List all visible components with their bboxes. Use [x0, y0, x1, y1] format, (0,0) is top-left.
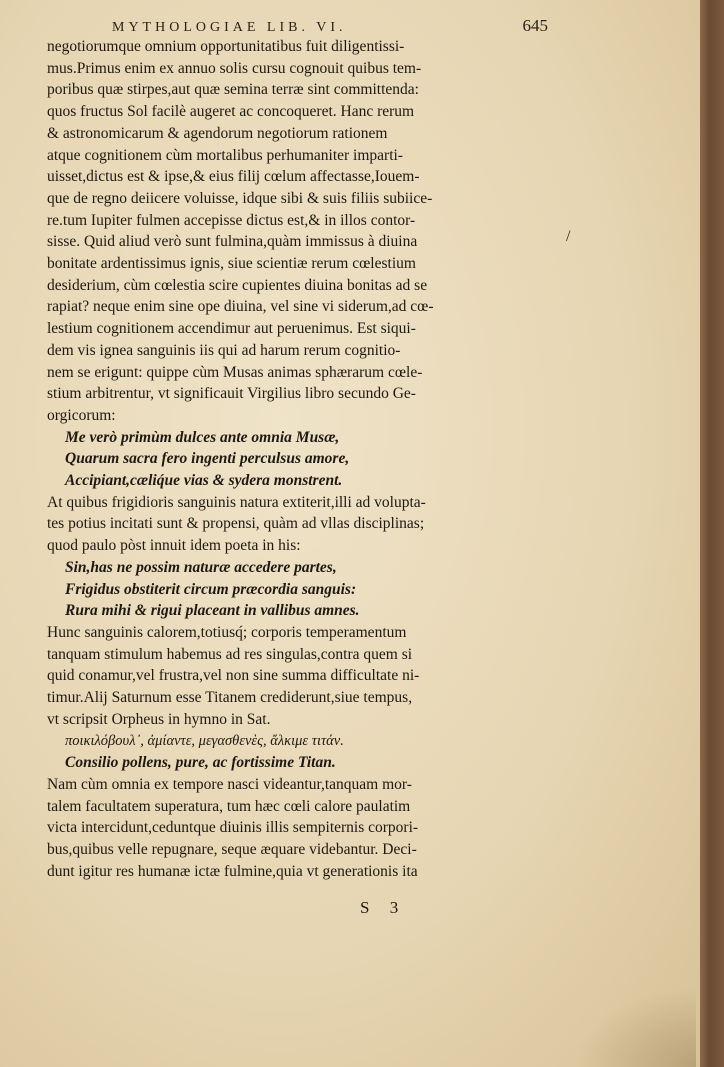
- text-line: orgicorum:: [47, 406, 116, 424]
- text-line: bonitate ardentissimus ignis, siue scientiæ rerum cœlestium: [47, 255, 416, 273]
- verse-line: Rura mihi & rigui placeant in vallibus amnes.: [65, 602, 360, 620]
- verse-line: Consilio pollens, pure, ac fortissime Titan.: [65, 754, 336, 772]
- margin-mark: /: [566, 228, 571, 245]
- text-line: desiderium, cùm cœlestia scire cupientes diuina bonitas ad se: [47, 276, 428, 294]
- verse-line: Accipiant,cæliq́ue vias & sydera monstrent.: [65, 472, 343, 490]
- text-line: nem se erigunt: quippe cùm Musas animas sphærarum cœle-: [47, 363, 423, 381]
- running-title: MYTHOLOGIAE LIB. VI.: [112, 20, 347, 35]
- text-line: re.tum Iupiter fulmen accepisse dictus est,& in illos contor-: [47, 211, 416, 229]
- text-line: talem facultatem superatura, tum hæc cœli calore paulatim: [47, 797, 411, 815]
- text-line: bus,quibus velle repugnare, seque æquare videbantur. Deci-: [47, 841, 417, 859]
- verse-line: Sin,has ne possim naturæ accedere partes,: [65, 558, 337, 576]
- text-line: quid conamur,vel frustra,vel non sine summa difficultate ni-: [47, 667, 420, 685]
- text-line: poribus quæ stirpes,aut quæ semina terræ sint committenda:: [47, 81, 419, 99]
- text-line: uisset,dictus est & ipse,& eius filij cœlum affectasse,Iouem-: [47, 168, 420, 186]
- signature-mark: S 3: [360, 898, 407, 917]
- text-line: rapiat? neque enim sine ope diuina, vel sine vi siderum,ad cœ-: [47, 298, 434, 316]
- text-line: atque cognitionem cùm mortalibus perhumaniter imparti-: [47, 146, 403, 164]
- book-spine: [700, 0, 724, 1067]
- running-header: [112, 16, 548, 36]
- page-number: 645: [522, 16, 548, 35]
- text-line: quos fructus Sol facilè augeret ac concoqueret. Hanc rerum: [47, 103, 415, 121]
- text-line: tes potius incitati sunt & propensi, quàm ad vllas disciplinas;: [47, 515, 425, 533]
- verse-line: Frigidus obstiterit circum præcordia sanguis:: [65, 580, 357, 598]
- body-text: [47, 36, 505, 882]
- text-line: sisse. Quid aliud verò sunt fulmina,quàm immissus à diuina: [47, 233, 418, 251]
- text-line: Hunc sanguinis calorem,totiusq́; corporis temperamentum: [47, 623, 407, 641]
- verse-line: Quarum sacra fero ingenti perculsus amore,: [65, 450, 350, 468]
- text-line: timur.Alij Saturnum esse Titanem crediderunt,siue tempus,: [47, 689, 413, 707]
- text-line: quod paulo pòst innuit idem poeta in his:: [47, 537, 301, 555]
- text-line: tanquam stimulum habemus ad res singulas,contra quem si: [47, 645, 413, 663]
- text-line: At quibus frigidioris sanguinis natura extiterit,illi ad volupta-: [47, 493, 426, 511]
- text-line: & astronomicarum & agendorum negotiorum rationem: [47, 124, 388, 142]
- greek-verse: ποικιλόβουλ᾽, ἀμίαντε, μεγασθενὲς, ἄλκιμε τιτάν.: [65, 732, 344, 749]
- text-line: dunt igitur res humanæ ictæ fulmine,quia vt generationis ita: [47, 862, 418, 880]
- text-line: dem vis ignea sanguinis iis qui ad harum rerum cognitio-: [47, 341, 401, 359]
- text-line: lestium cognitionem accendimur aut peruenimus. Est siqui-: [47, 320, 416, 338]
- text-line: vt scripsit Orpheus in hymno in Sat.: [47, 710, 271, 728]
- text-line: negotiorumque omnium opportunitatibus fuit diligentissi-: [47, 38, 405, 55]
- text-line: mus.Primus enim ex annuo solis cursu cognouit quibus tem-: [47, 59, 422, 77]
- text-line: que de regno deiicere voluisse, idque sibi & suis filiis subiice-: [47, 189, 433, 207]
- text-line: Nam cùm omnia ex tempore nasci videantur,tanquam mor-: [47, 775, 412, 793]
- verse-line: Me verò primùm dulces ante omnia Musæ,: [65, 428, 340, 446]
- page-stain: [576, 987, 696, 1067]
- text-line: victa intercidunt,ceduntque diuinis illis sempiternis corpori-: [47, 819, 419, 837]
- text-line: stium arbitrentur, vt significauit Virgilius libro secundo Ge-: [47, 385, 416, 403]
